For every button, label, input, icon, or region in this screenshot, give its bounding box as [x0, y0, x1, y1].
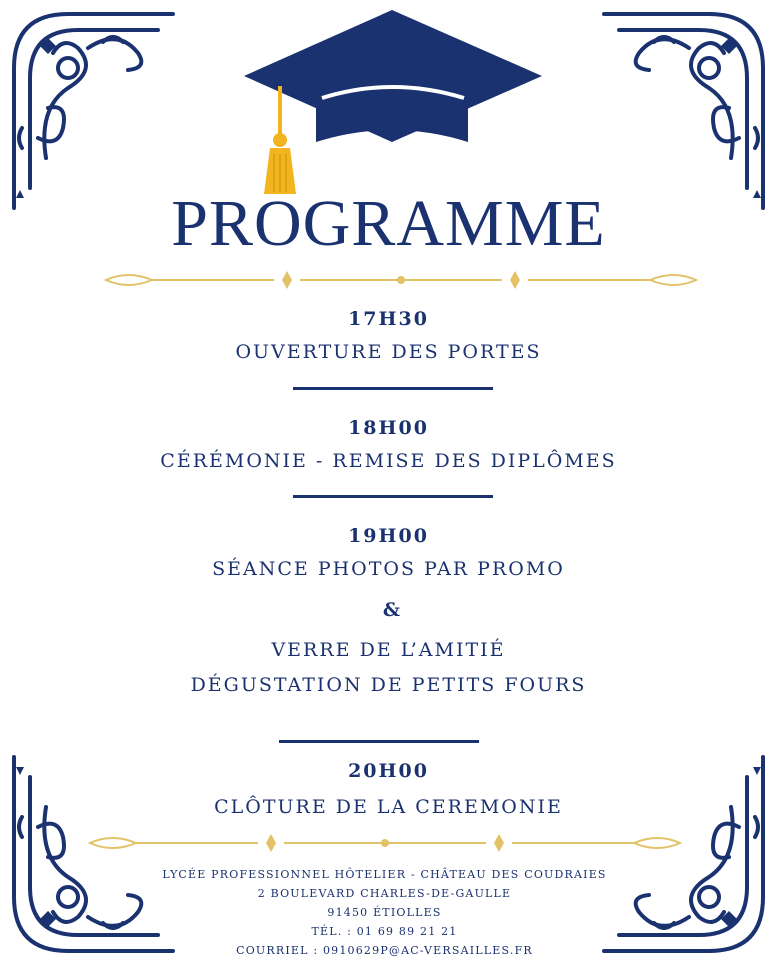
schedule-event-3-extra-1: VERRE DE L’AMITIÉ [271, 639, 506, 661]
schedule-time-4: 20H00 [348, 760, 429, 782]
gold-divider-bottom [88, 831, 682, 855]
schedule-event-4: CLÔTURE DE LA CEREMONIE [214, 796, 563, 818]
footer-phone: TÉL. : 01 69 89 21 21 [311, 925, 458, 938]
schedule-event-1: OUVERTURE DES PORTES [235, 341, 542, 363]
schedule-event-3-extra-2: DÉGUSTATION DE PETITS FOURS [190, 674, 587, 696]
schedule-event-3: SÉANCE PHOTOS PAR PROMO [212, 558, 565, 580]
separator-line [279, 740, 479, 743]
gold-divider-top [104, 268, 698, 292]
footer-city: 91450 ÉTIOLLES [327, 906, 442, 919]
page-title: PROGRAMME [171, 187, 606, 260]
footer-school: LYCÉE PROFESSIONNEL HÔTELIER - CHÂTEAU DES COUDRAIES [162, 868, 607, 881]
separator-line [293, 495, 493, 498]
schedule-joiner: & [382, 599, 403, 621]
schedule-event-2: CÉRÉMONIE - REMISE DES DIPLÔMES [160, 450, 617, 472]
schedule-time-1: 17H30 [348, 308, 429, 330]
footer-address: 2 BOULEVARD CHARLES-DE-GAULLE [257, 887, 512, 900]
graduation-cap-icon [240, 6, 550, 196]
separator-line [293, 387, 493, 390]
schedule-time-2: 18H00 [348, 417, 429, 439]
schedule-time-3: 19H00 [348, 525, 429, 547]
footer-email: COURRIEL : 0910629P@AC-VERSAILLES.FR [236, 944, 533, 957]
